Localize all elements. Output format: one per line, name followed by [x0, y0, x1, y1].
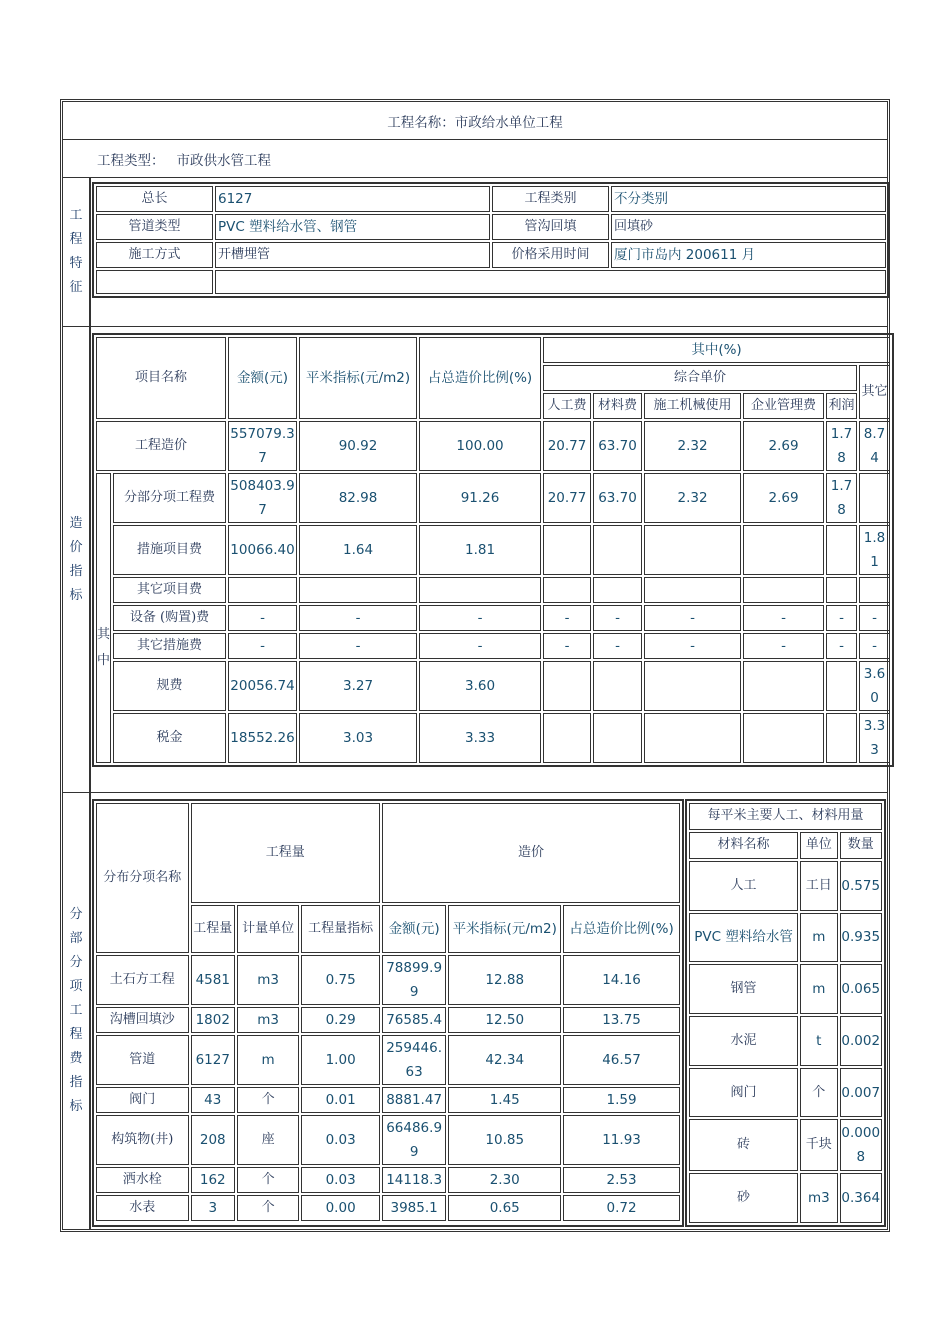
cost-index-side-label [63, 327, 91, 792]
features-side-label [63, 178, 91, 326]
sub-per-m2: 10.85 [448, 1115, 561, 1165]
cost-index-section [63, 327, 887, 793]
mat-row [689, 861, 882, 911]
sub-qty: 162 [191, 1167, 235, 1193]
cost-mgmt [743, 525, 824, 575]
header-ratio: 占总造价比例(%) [419, 337, 541, 419]
cost-ratio: 3.60 [419, 661, 541, 711]
cost-labor: 20.77 [543, 421, 591, 471]
cost-row [96, 605, 890, 631]
sub-amount: 8881.47 [382, 1087, 446, 1113]
mat-unit: 个 [800, 1068, 837, 1118]
cost-labor: - [543, 605, 591, 631]
sub-qty: 208 [191, 1115, 235, 1165]
sub-ratio: 46.57 [563, 1035, 680, 1085]
header-unit: 计量单位 [237, 905, 299, 953]
cost-profit: 1.78 [826, 421, 857, 471]
mat-qty: 0.575 [840, 861, 883, 911]
cost-row [96, 713, 890, 763]
mat-qty: 0.007 [840, 1068, 883, 1118]
sub-item-name: 土石方工程 [96, 955, 189, 1005]
sub-qty: 1802 [191, 1007, 235, 1033]
sub-unit: 个 [237, 1087, 299, 1113]
cost-item-name: 规费 [113, 661, 226, 711]
cost-item-name: 其它项目费 [113, 577, 226, 603]
cost-amount: - [228, 605, 297, 631]
cost-mgmt: 2.69 [743, 421, 824, 471]
mat-title-row [689, 803, 882, 830]
cost-material: 63.70 [593, 421, 642, 471]
cost-labor [543, 661, 591, 711]
cost-item-name: 工程造价 [96, 421, 226, 471]
sub-ratio: 2.53 [563, 1167, 680, 1193]
sub-row [96, 1167, 680, 1193]
document-page [60, 99, 890, 1232]
side-label-char: 标 [69, 1099, 83, 1114]
mat-unit: m [800, 964, 837, 1014]
cost-profit [826, 661, 857, 711]
cost-machine: 2.32 [644, 473, 741, 523]
sub-qty: 4581 [191, 955, 235, 1005]
cost-mgmt [743, 713, 824, 763]
sub-qty-index: 0.03 [301, 1167, 380, 1193]
project-name-row [63, 102, 887, 140]
feature-label-2: 价格采用时间 [492, 242, 609, 268]
cost-profit: - [826, 633, 857, 659]
cost-per-m2: 82.98 [299, 473, 417, 523]
side-label-char: 分 [69, 907, 83, 922]
header-cost-group: 造价 [382, 803, 680, 903]
cost-ratio: - [419, 605, 541, 631]
mat-row [689, 913, 882, 963]
mat-unit: 工日 [800, 861, 837, 911]
sub-item-section [63, 793, 887, 1229]
features-section [63, 178, 887, 327]
sub-row [96, 955, 680, 1005]
cost-machine [644, 713, 741, 763]
side-label-char: 造 [69, 515, 83, 531]
sub-item-name: 构筑物(井) [96, 1115, 189, 1165]
cost-row [96, 473, 890, 523]
cost-profit: - [826, 605, 857, 631]
mat-row [689, 1119, 882, 1171]
cost-ratio: 100.00 [419, 421, 541, 471]
sub-item-name: 洒水栓 [96, 1167, 189, 1193]
sub-unit: 个 [237, 1195, 299, 1221]
mat-row [689, 1016, 882, 1066]
cost-header-row [96, 337, 890, 363]
project-type-label: 工程类型： [97, 152, 165, 169]
sub-row [96, 1115, 680, 1165]
cost-machine: 2.32 [644, 421, 741, 471]
cost-amount: 557079.37 [228, 421, 297, 471]
cost-other: - [859, 633, 890, 659]
sub-per-m2: 12.88 [448, 955, 561, 1005]
cost-labor [543, 577, 591, 603]
side-label-char: 部 [69, 931, 83, 946]
header-amount: 金额(元) [228, 337, 297, 419]
mat-name: 水泥 [689, 1016, 798, 1066]
header-labor: 人工费 [543, 393, 591, 419]
cost-mgmt [743, 661, 824, 711]
feature-label: 管道类型 [96, 214, 213, 240]
cost-per-m2: 90.92 [299, 421, 417, 471]
cost-per-m2: 3.03 [299, 713, 417, 763]
sub-unit: 座 [237, 1115, 299, 1165]
table-cell [215, 270, 886, 294]
side-label-char: 费 [69, 1051, 83, 1066]
feature-value-2: 不分类别 [611, 186, 886, 212]
table-cell [96, 270, 213, 294]
mat-qty: 0.364 [840, 1173, 883, 1223]
cost-material: - [593, 605, 642, 631]
cost-labor [543, 525, 591, 575]
qizhong-label [96, 473, 111, 763]
mat-name: 砂 [689, 1173, 798, 1223]
cost-other: 3.60 [859, 661, 890, 711]
cost-mgmt: - [743, 605, 824, 631]
header-ratio: 占总造价比例(%) [563, 905, 680, 953]
sub-ratio: 1.59 [563, 1087, 680, 1113]
cost-other: 3.33 [859, 713, 890, 763]
sub-qty: 43 [191, 1087, 235, 1113]
feature-value-2: 厦门市岛内 200611 月 [611, 242, 886, 268]
sub-ratio: 0.72 [563, 1195, 680, 1221]
mat-name: 钢管 [689, 964, 798, 1014]
sub-header-row [96, 803, 680, 903]
sub-amount: 66486.99 [382, 1115, 446, 1165]
header-per-m2: 平米指标(元/m2) [448, 905, 561, 953]
cost-mgmt [743, 577, 824, 603]
side-label-char: 特 [69, 256, 83, 271]
feature-row [96, 242, 886, 268]
sub-row [96, 1195, 680, 1221]
sub-qty-index: 0.29 [301, 1007, 380, 1033]
side-label-char: 价 [69, 539, 83, 555]
header-sub-item: 分布分项名称 [96, 803, 189, 953]
project-type-value: 市政供水管工程 [176, 152, 271, 169]
sub-row [96, 1035, 680, 1085]
mat-qty: 0.935 [840, 913, 883, 963]
header-mgmt: 企业管理费 [743, 393, 824, 419]
mat-unit: t [800, 1016, 837, 1066]
sub-amount: 76585.4 [382, 1007, 446, 1033]
cost-labor [543, 713, 591, 763]
feature-row-empty [96, 270, 886, 294]
side-label-char: 项 [69, 979, 83, 994]
feature-label-2: 管沟回填 [492, 214, 609, 240]
sub-per-m2: 42.34 [448, 1035, 561, 1085]
cost-profit [826, 713, 857, 763]
cost-material: - [593, 633, 642, 659]
mat-qty: 0.0008 [840, 1119, 883, 1171]
sub-row [96, 1007, 680, 1033]
cost-other: - [859, 605, 890, 631]
cost-ratio [419, 577, 541, 603]
mat-row [689, 964, 882, 1014]
cost-amount: - [228, 633, 297, 659]
feature-value: 6127 [215, 186, 490, 212]
mat-unit: m [800, 913, 837, 963]
sub-item-table [92, 799, 684, 1227]
sub-item-name: 沟槽回填沙 [96, 1007, 189, 1033]
cost-material: 63.70 [593, 473, 642, 523]
feature-row [96, 186, 886, 212]
sub-amount: 78899.99 [382, 955, 446, 1005]
side-label-char: 程 [69, 1027, 83, 1042]
cost-ratio: 1.81 [419, 525, 541, 575]
header-mat-qty: 数量 [840, 832, 883, 859]
sub-per-m2: 12.50 [448, 1007, 561, 1033]
cost-mgmt: - [743, 633, 824, 659]
side-label-char: 标 [69, 587, 83, 603]
header-qty-index: 工程量指标 [301, 905, 380, 953]
sub-item-name: 管道 [96, 1035, 189, 1085]
sub-ratio: 13.75 [563, 1007, 680, 1033]
cost-other: 1.81 [859, 525, 890, 575]
mat-qty: 0.002 [840, 1016, 883, 1066]
cost-machine [644, 525, 741, 575]
cost-ratio: 91.26 [419, 473, 541, 523]
sub-unit: m3 [237, 1007, 299, 1033]
header-item: 项目名称 [96, 337, 226, 419]
cost-profit: 1.78 [826, 473, 857, 523]
cost-row [96, 421, 890, 471]
sub-ratio: 11.93 [563, 1115, 680, 1165]
cost-material [593, 713, 642, 763]
mat-name: 人工 [689, 861, 798, 911]
feature-value: 开槽埋管 [215, 242, 490, 268]
cost-ratio: - [419, 633, 541, 659]
mat-name: PVC 塑料给水管 [689, 913, 798, 963]
header-profit: 利润 [826, 393, 857, 419]
cost-amount [228, 577, 297, 603]
cost-row [96, 525, 890, 575]
feature-label: 施工方式 [96, 242, 213, 268]
cost-material [593, 577, 642, 603]
sub-per-m2: 1.45 [448, 1087, 561, 1113]
header-machine: 施工机械使用 [644, 393, 741, 419]
feature-row [96, 214, 886, 240]
cost-per-m2: - [299, 605, 417, 631]
mat-name: 砖 [689, 1119, 798, 1171]
cost-labor: - [543, 633, 591, 659]
mat-row [689, 1068, 882, 1118]
feature-value: PVC 塑料给水管、钢管 [215, 214, 490, 240]
cost-mgmt: 2.69 [743, 473, 824, 523]
sub-qty-index: 1.00 [301, 1035, 380, 1085]
header-material: 材料费 [593, 393, 642, 419]
cost-per-m2: 3.27 [299, 661, 417, 711]
header-quantity-group: 工程量 [191, 803, 380, 903]
cost-per-m2: - [299, 633, 417, 659]
mat-row [689, 1173, 882, 1223]
cost-amount: 20056.74 [228, 661, 297, 711]
cost-ratio: 3.33 [419, 713, 541, 763]
header-mat-unit: 单位 [800, 832, 837, 859]
cost-item-name: 其它措施费 [113, 633, 226, 659]
header-qty: 工程量 [191, 905, 235, 953]
sub-item-name: 阀门 [96, 1087, 189, 1113]
cost-item-name: 分部分项工程费 [113, 473, 226, 523]
cost-amount: 508403.97 [228, 473, 297, 523]
side-label-char: 分 [69, 955, 83, 970]
mat-name: 阀门 [689, 1068, 798, 1118]
cost-item-name: 措施项目费 [113, 525, 226, 575]
side-label-char: 指 [69, 563, 83, 579]
sub-qty-index: 0.03 [301, 1115, 380, 1165]
project-type-row [63, 140, 887, 178]
header-amount: 金额(元) [382, 905, 446, 953]
mat-unit: 千块 [800, 1119, 837, 1171]
sub-item-side-label [63, 793, 91, 1229]
sub-unit: m [237, 1035, 299, 1085]
cost-row [96, 661, 890, 711]
cost-per-m2 [299, 577, 417, 603]
cost-profit [826, 577, 857, 603]
sub-row [96, 1087, 680, 1113]
side-label-char: 工 [69, 208, 83, 223]
side-label-char: 程 [69, 232, 83, 247]
cost-other [859, 473, 890, 523]
sub-item-name: 水表 [96, 1195, 189, 1221]
cost-item-name: 设备 (购置)费 [113, 605, 226, 631]
sub-qty: 6127 [191, 1035, 235, 1085]
sub-amount: 259446.63 [382, 1035, 446, 1085]
sub-qty-index: 0.75 [301, 955, 380, 1005]
mat-header-row [689, 832, 882, 859]
mat-unit: m3 [800, 1173, 837, 1223]
cost-amount: 18552.26 [228, 713, 297, 763]
material-usage-table [685, 799, 886, 1227]
sub-qty: 3 [191, 1195, 235, 1221]
sub-per-m2: 0.65 [448, 1195, 561, 1221]
mat-title: 每平米主要人工、材料用量 [689, 803, 882, 830]
sub-qty-index: 0.00 [301, 1195, 380, 1221]
cost-index-table [92, 333, 894, 767]
cost-item-name: 税金 [113, 713, 226, 763]
cost-amount: 10066.40 [228, 525, 297, 575]
side-label-char: 工 [69, 1003, 83, 1018]
cost-material [593, 525, 642, 575]
cost-other [859, 577, 890, 603]
header-other: 其它 [859, 365, 890, 419]
qizhong-char: 中 [97, 653, 111, 668]
cost-machine [644, 577, 741, 603]
header-per-m2: 平米指标(元/m2) [299, 337, 417, 419]
feature-label-2: 工程类别 [492, 186, 609, 212]
sub-amount: 3985.1 [382, 1195, 446, 1221]
cost-machine: - [644, 633, 741, 659]
sub-unit: m3 [237, 955, 299, 1005]
side-label-char: 指 [69, 1075, 83, 1090]
feature-label: 总长 [96, 186, 213, 212]
sub-qty-index: 0.01 [301, 1087, 380, 1113]
cost-other: 8.74 [859, 421, 890, 471]
project-name: 工程名称：市政给水单位工程 [387, 114, 563, 131]
header-unit-price: 综合单价 [543, 365, 857, 391]
sub-amount: 14118.3 [382, 1167, 446, 1193]
cost-row [96, 633, 890, 659]
features-table [92, 182, 890, 298]
header-among: 其中(%) [543, 337, 890, 363]
feature-value-2: 回填砂 [611, 214, 886, 240]
sub-per-m2: 2.30 [448, 1167, 561, 1193]
cost-profit [826, 525, 857, 575]
sub-ratio: 14.16 [563, 955, 680, 1005]
side-label-char: 征 [69, 280, 83, 295]
sub-unit: 个 [237, 1167, 299, 1193]
qizhong-char: 其 [97, 627, 111, 642]
cost-labor: 20.77 [543, 473, 591, 523]
cost-row [96, 577, 890, 603]
cost-machine: - [644, 605, 741, 631]
mat-qty: 0.065 [840, 964, 883, 1014]
cost-material [593, 661, 642, 711]
header-mat-name: 材料名称 [689, 832, 798, 859]
cost-machine [644, 661, 741, 711]
cost-per-m2: 1.64 [299, 525, 417, 575]
